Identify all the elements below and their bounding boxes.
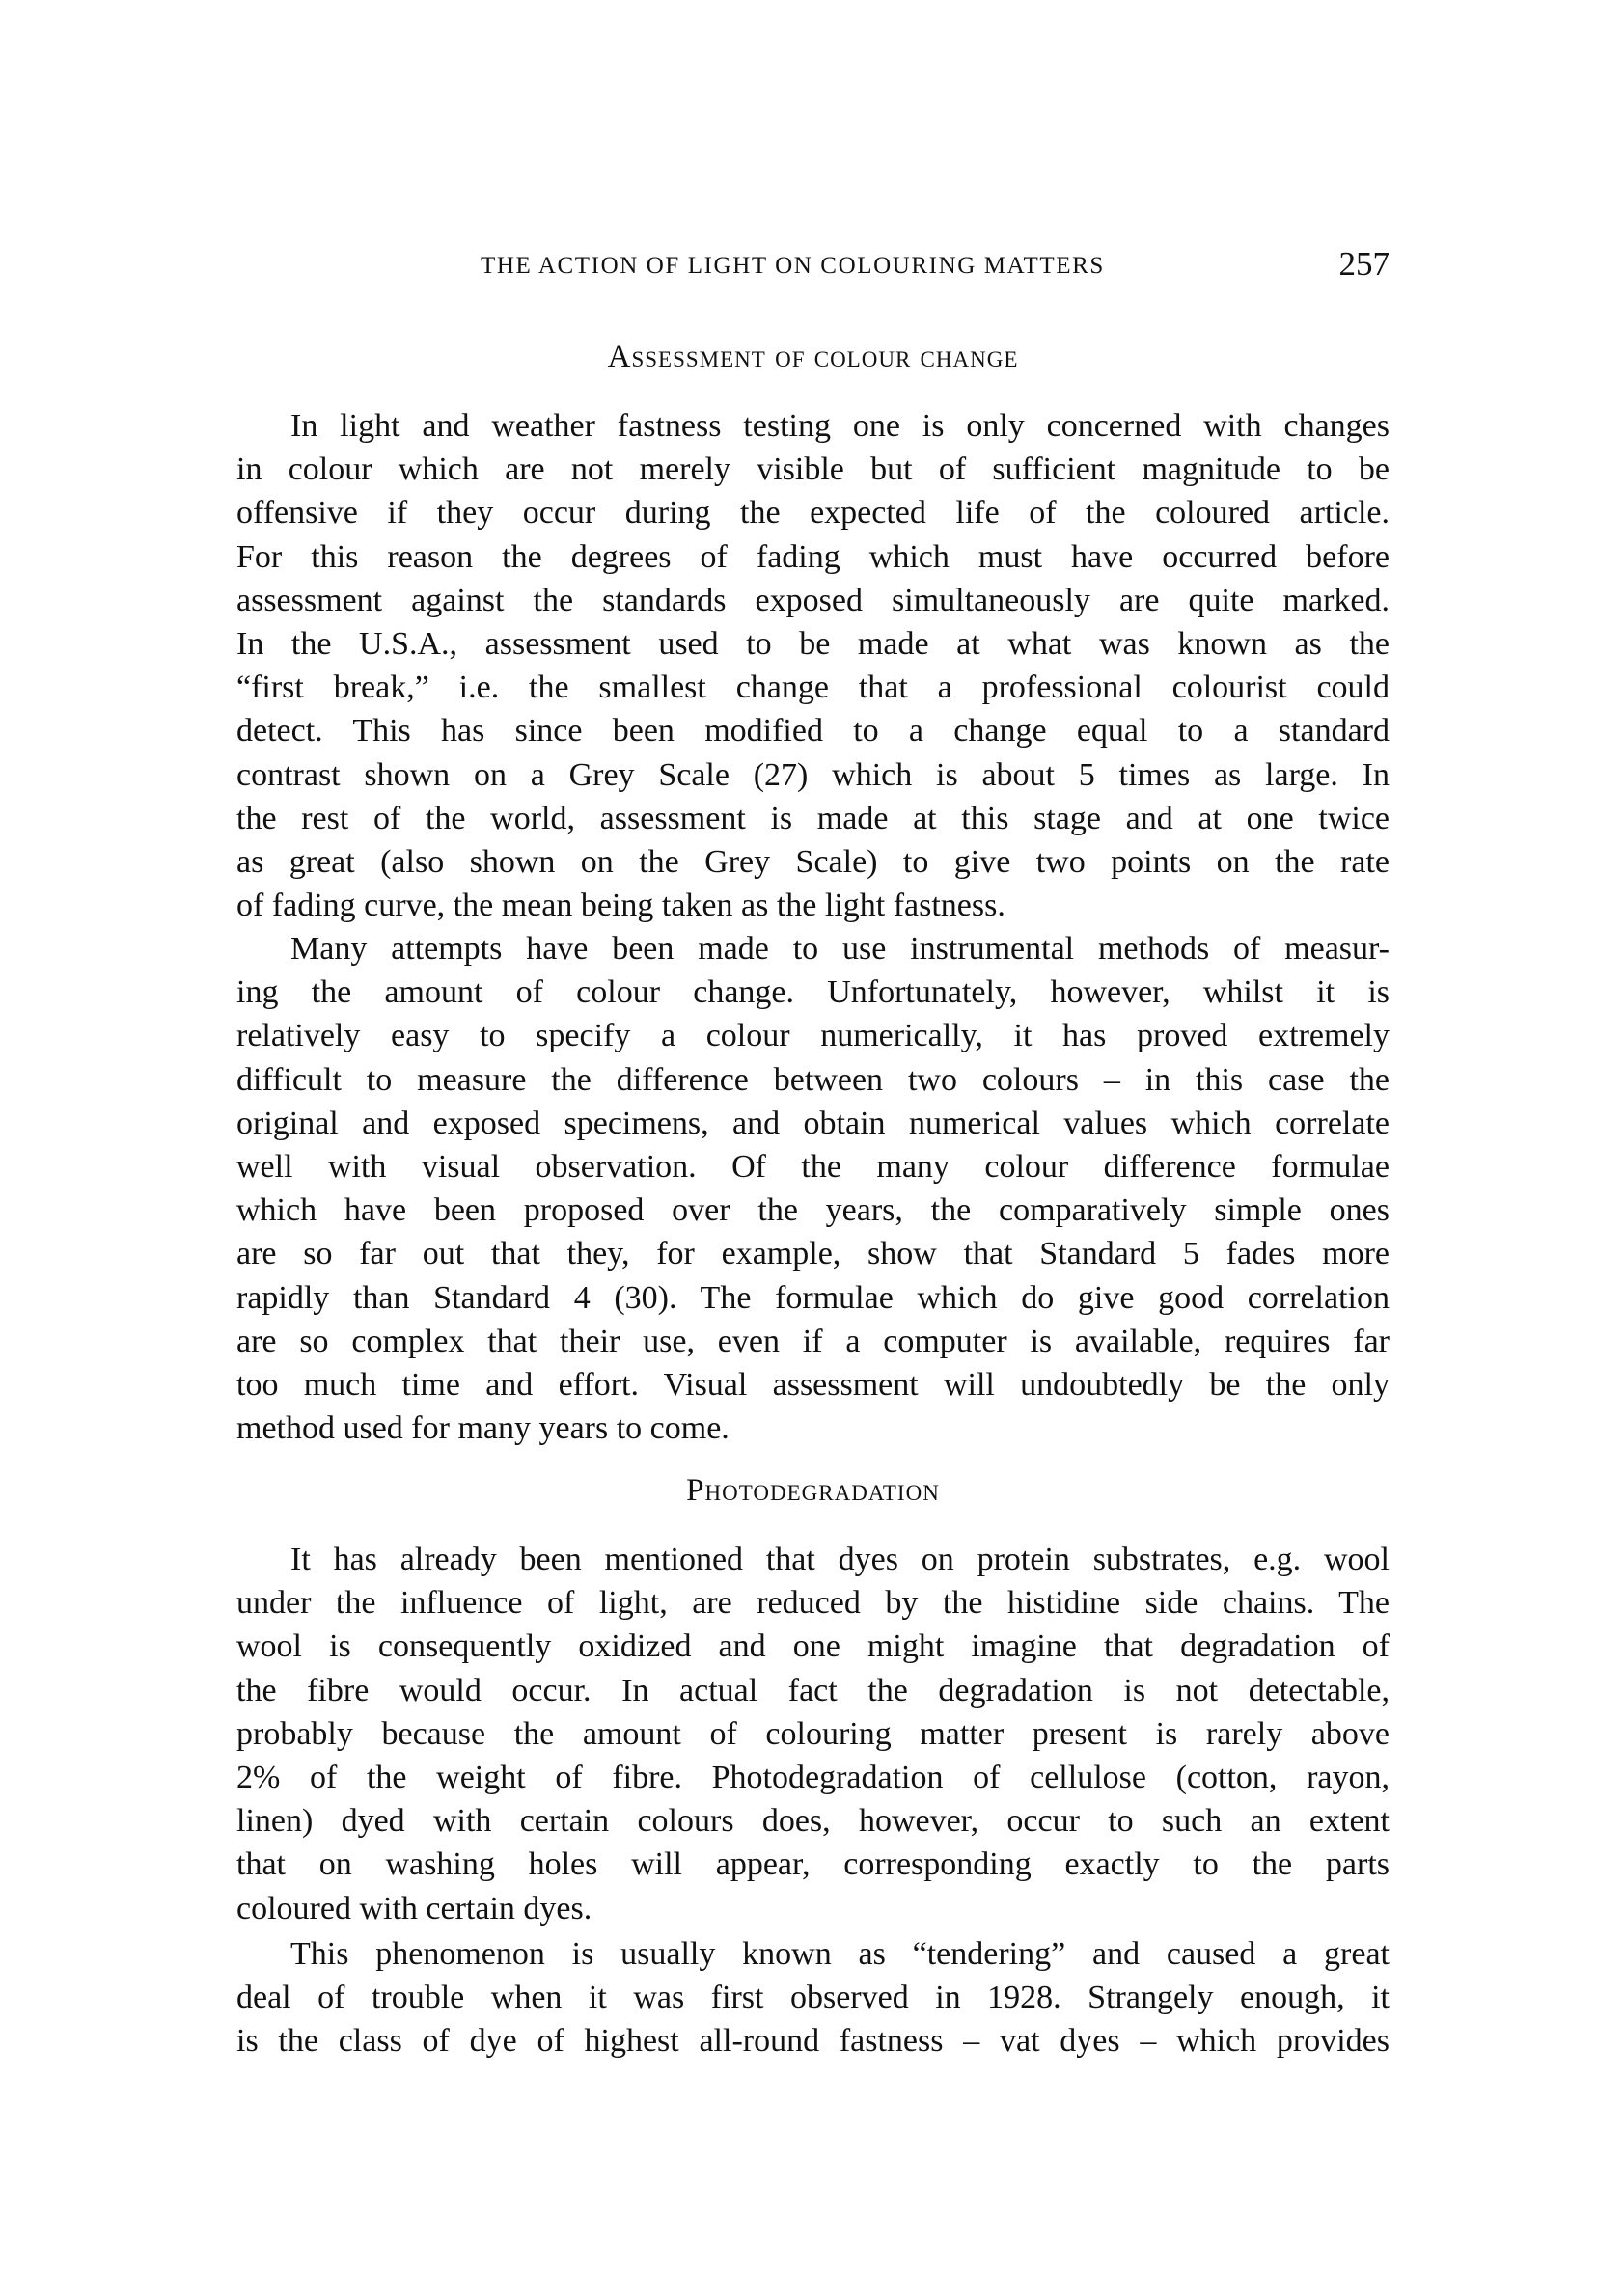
text-line: coloured with certain dyes.	[236, 1890, 592, 1927]
text-line: difficult to measure the difference between two colours – in this case the	[236, 1061, 1390, 1098]
text-line: For this reason the degrees of fading which must have occurred before	[236, 538, 1390, 575]
text-line: too much time and effort. Visual assessment will undoubtedly be the only	[236, 1366, 1390, 1403]
text-line: “first break,” i.e. the smallest change that a professional colourist could	[236, 670, 1390, 706]
text-line: method used for many years to come.	[236, 1410, 730, 1447]
paragraph	[236, 1932, 1390, 2064]
text-line: original and exposed specimens, and obtain numerical values which correlate	[236, 1105, 1390, 1141]
text-line: contrast shown on a Grey Scale (27) which is about 5 times as large. In	[236, 756, 1390, 793]
text-line: 2% of the weight of fibre. Photodegradation of cellulose (cotton, rayon,	[236, 1759, 1390, 1795]
text-line: as great (also shown on the Grey Scale) to give two points on the rate	[236, 843, 1390, 880]
text-line: that on washing holes will appear, corresponding exactly to the parts	[236, 1846, 1390, 1883]
text-line: It has already been mentioned that dyes on protein substrates, e.g. wool	[290, 1542, 1390, 1577]
text-line: which have been proposed over the years, the comparatively simple ones	[236, 1192, 1390, 1229]
text-line: In light and weather fastness testing one is only concerned with changes	[290, 408, 1390, 444]
text-line: In the U.S.A., assessment used to be made at what was known as the	[236, 625, 1390, 662]
text-line: linen) dyed with certain colours does, however, occur to such an extent	[236, 1803, 1390, 1840]
text-line: well with visual observation. Of the many colour difference formulae	[236, 1148, 1390, 1185]
paragraph	[236, 404, 1390, 927]
text-line: relatively easy to specify a colour numerically, it has proved extremely	[236, 1018, 1390, 1054]
text-line: the rest of the world, assessment is made at this stage and at one twice	[236, 800, 1390, 836]
text-line: are so complex that their use, even if a computer is available, requires far	[236, 1323, 1390, 1359]
paragraph	[236, 1538, 1390, 1930]
text-line: assessment against the standards exposed simultaneously are quite marked.	[236, 582, 1390, 618]
text-line: deal of trouble when it was first observed in 1928. Strangely enough, it	[236, 1980, 1390, 2016]
text-line: of fading curve, the mean being taken as the light fastness.	[236, 888, 1005, 924]
paragraph	[236, 927, 1390, 1450]
section-heading-photodegradation: Photodegradation	[686, 1473, 940, 1508]
text-line: is the class of dye of highest all-round fastness – vat dyes – which provides	[236, 2023, 1390, 2060]
text-line: the fibre would occur. In actual fact the degradation is not detectable,	[236, 1672, 1390, 1708]
text-line: offensive if they occur during the expected life of the coloured article.	[236, 495, 1390, 532]
text-line: are so far out that they, for example, show that Standard 5 fades more	[236, 1236, 1390, 1272]
running-title: THE ACTION OF LIGHT ON COLOURING MATTERS	[481, 253, 1105, 279]
text-line: This phenomenon is usually known as “tendering” and caused a great	[290, 1936, 1390, 1972]
page-number: 257	[1338, 245, 1390, 283]
text-line: under the influence of light, are reduced by the histidine side chains. The	[236, 1585, 1390, 1622]
section-heading-assessment: Assessment of colour change	[607, 340, 1019, 374]
text-line: in colour which are not merely visible but of sufficient magnitude to be	[236, 451, 1390, 488]
text-line: probably because the amount of colouring matter present is rarely above	[236, 1715, 1390, 1752]
text-line: wool is consequently oxidized and one might imagine that degradation of	[236, 1628, 1390, 1665]
text-line: detect. This has since been modified to a change equal to a standard	[236, 713, 1390, 750]
text-line: Many attempts have been made to use instrumental methods of measur-	[290, 931, 1390, 967]
text-line: ing the amount of colour change. Unfortunately, however, whilst it is	[236, 974, 1390, 1011]
text-line: rapidly than Standard 4 (30). The formulae which do give good correlation	[236, 1279, 1390, 1316]
running-header	[236, 247, 1390, 286]
